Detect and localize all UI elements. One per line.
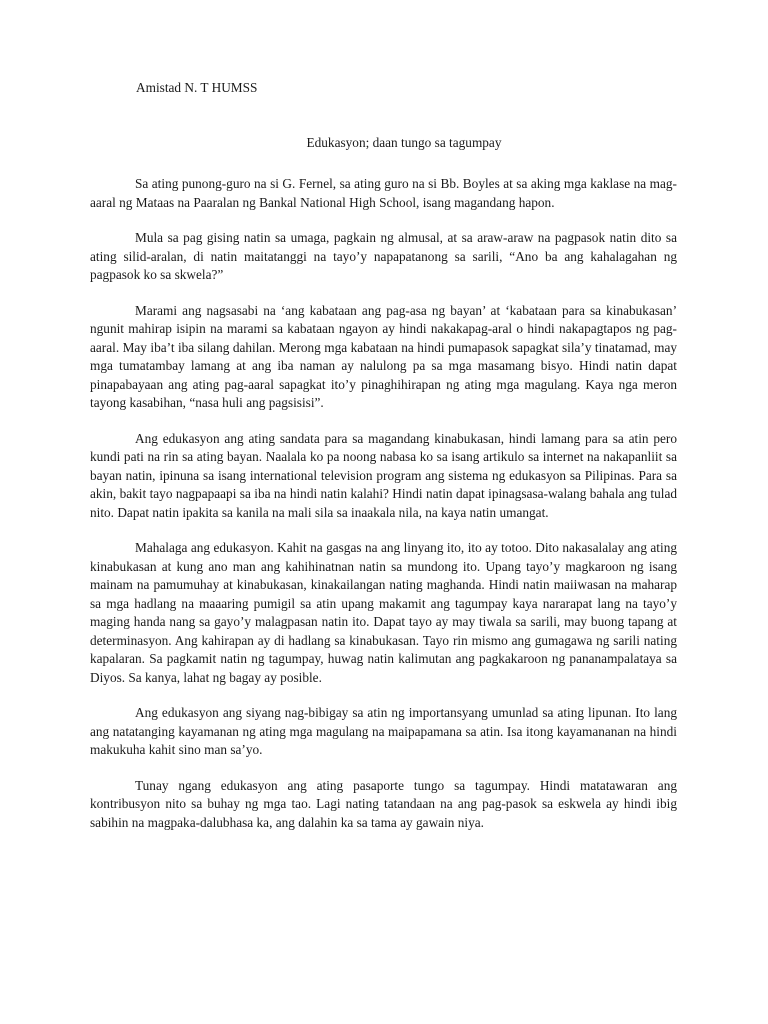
paragraph-6: Ang edukasyon ang siyang nag-bibigay sa atin ng importansyang umunlad sa ating lipunan. Ito lang ang natatanging kayamanan ng ating mga magulang na maipapamana sa atin. Isa itong kayamananan na hindi makukuha kahit sino man sa’yo.: [90, 705, 677, 757]
paragraph-1: Sa ating punong-guro na si G. Fernel, sa ating guro na si Bb. Boyles at sa aking mga kaklase na mag-aaral ng Mataas na Paaralan ng Bankal National High School, isang magandang hapon.: [90, 176, 677, 210]
paragraph-2: Mula sa pag gising natin sa umaga, pagkain ng almusal, at sa araw-araw na pagpasok natin dito sa ating silid-aralan, di natin maitatanggi na tayo’y napapatanong sa sarili, “Ano ba ang kahalagahan ng pagpasok ko sa skwela?”: [90, 230, 677, 282]
paragraph-3: Marami ang nagsasabi na ‘ang kabataan ang pag-asa ng bayan’ at ‘kabataan para sa kinabukasan’ ngunit mahirap isipin na marami sa kabataan ngayon ay hindi nakakapag-aral o hindi nakapagtapos ng pag-aaral. May iba’t iba silang dahilan. Merong mga kabataan na hindi pumapasok sapagkat sila’y tinatamad, may mga tumatambay lamang at ang iba naman ay nalulong pa sa mga masamang bisyo. Hindi natin dapat pinapabayaan ang ating pag-aaral sapagkat ito’y pinaghihirapan ng ating mga magulang. Kaya nga meron tayong kasabihan, “nasa huli ang pagsisisi”.: [90, 302, 677, 410]
author-line: Amistad N. T HUMSS: [136, 80, 258, 95]
paragraph-5: Mahalaga ang edukasyon. Kahit na gasgas na ang linyang ito, ito ay totoo. Dito nakasalalay ang ating kinabukasan at kung ano man ang kahihinatnan natin sa mundong ito. Upang tayo’y magkaroon ng isang mainam na pamumuhay at kinabukasan, kinakailangan nating maghanda. Hindi natin maiiwasan na maharap sa mga hadlang na maaaring pumigil sa atin upang makamit ang tagumpay kaya nararapat lang na tayo’y maging handa nang sa gayo’y malagpasan natin ito. Dapat tayo ay may tiwala sa sarili, may buong tapang at determinasyon. Ang kahirapan ay di hadlang sa kinabukasan. Tayo rin mismo ang gumagawa ng sarili nating kapalaran. Sa pagkamit natin ng tagumpay, huwag natin kalimutan ang pagkakaroon ng pananampalataya sa Diyos. Sa kanya, lahat ng bagay ay posible.: [90, 540, 677, 685]
document-body: [90, 175, 677, 849]
paragraph-7: Tunay ngang edukasyon ang ating pasaporte tungo sa tagumpay. Hindi matatawaran ang kontribusyon nito sa buhay ng mga tao. Lagi nating tatandaan na ang pag-pasok sa eskwela ay hindi ibig sabihin na magpaka-dalubhasa ka, ang dalahin ka sa tama ay gawain niya.: [90, 777, 677, 830]
paragraph-4: Ang edukasyon ang ating sandata para sa magandang kinabukasan, hindi lamang para sa atin pero kundi pati na rin sa ating bayan. Naalala ko pa noong nabasa ko sa isang artikulo sa internet na nakapanliit sa bayan natin, ipinuna sa isang international television program ang sistema ng edukasyon sa Pilipinas. Para sa akin, bakit tayo nagpapaapi sa iba na hindi natin kalahi? Hindi natin dapat ipinagsasa-walang bahala ang tulad nito. Dapat natin ipakita sa kanila na mali sila sa inaakala nila, na kaya natin umangat.: [90, 430, 677, 520]
document-title: Edukasyon; daan tungo sa tagumpay: [306, 135, 502, 150]
